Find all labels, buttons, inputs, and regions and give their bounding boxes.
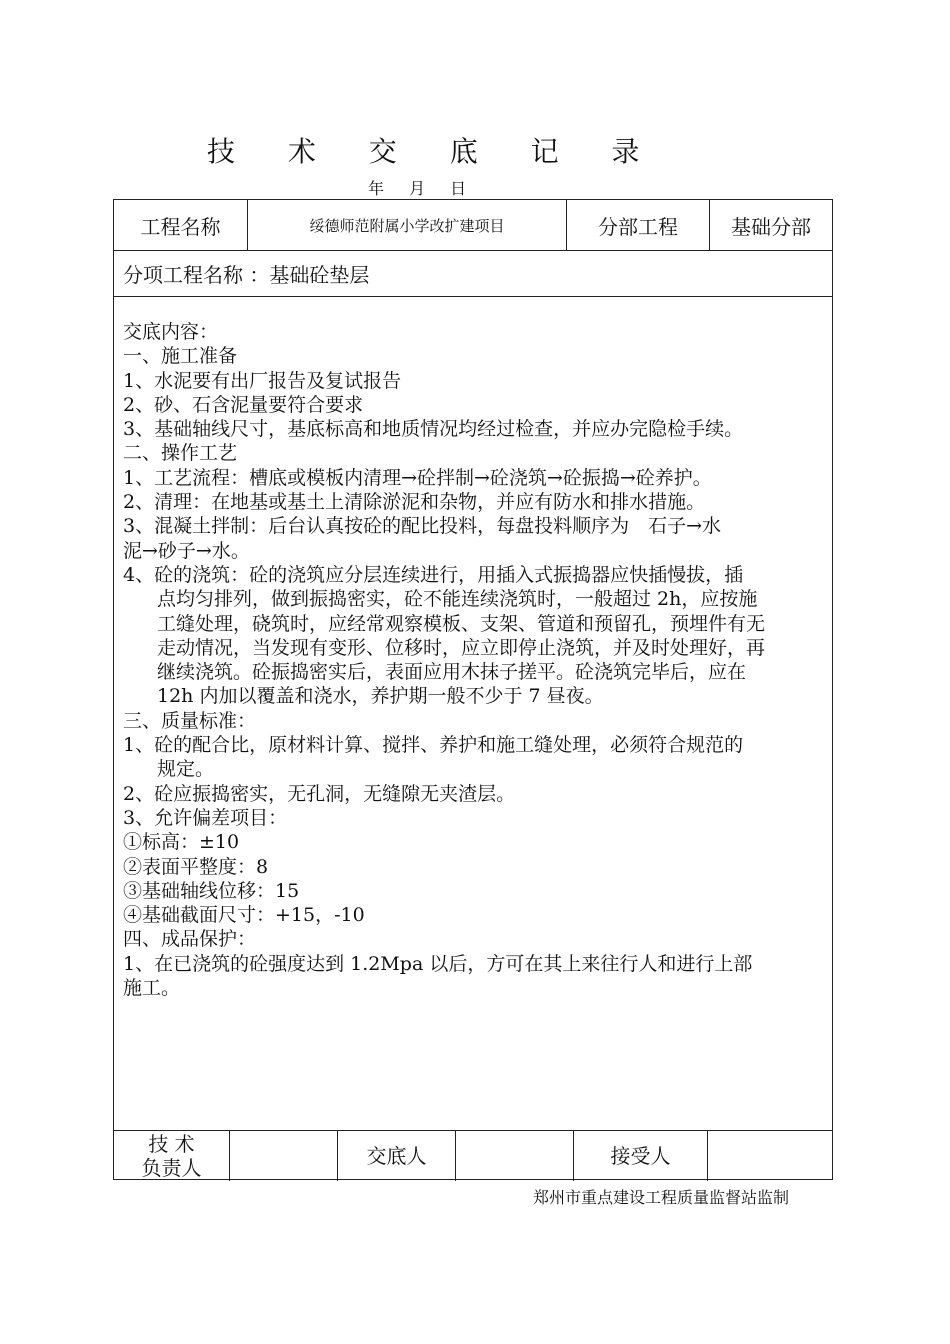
content-line: 继续浇筑。砼振捣密实后，表面应用木抹子搓平。砼浇筑完毕后，应在 [157,661,747,684]
footer-issuer: 郑州市重点建设工程质量监督站监制 [533,1188,790,1207]
receiver-label: 接受人 [574,1131,708,1181]
content-line: 交底内容： [123,321,219,343]
content-line: ④基础截面尺寸：+15，-10 [123,904,365,927]
content-line: 点均匀排列，做到振捣密实，砼不能连续浇筑时，一般超过 2h，应按施 [157,588,758,611]
content-line: 3、混凝土拌制：后台认真按砼的配比投料，每盘投料顺序为 石子→水 [123,515,722,538]
document-title: 技 术 交 底 记 录 [207,135,662,168]
division-value: 基础分部 [731,214,811,239]
content-line: 一、施工准备 [123,345,238,368]
receiver-signature-field[interactable] [708,1131,832,1181]
content-line: 4、砼的浇筑：砼的浇筑应分层连续进行，用插入式振捣器应快插慢拔，插 [123,563,744,586]
tech-lead-label [114,1131,230,1181]
content-line: 2、砂、石含泥量要符合要求 [123,393,364,416]
content-line: 规定。 [157,758,215,781]
content-line: 工缝处理，硗筑时，应经常观察模板、支架、管道和预留孔，预埋件有无 [157,612,766,635]
content-line: 三、质量标准： [123,709,257,732]
content-line: 1、工艺流程：槽底或模板内清理→砼拌制→砼浇筑→砼振捣→砼养护。 [123,466,712,489]
content-line: ③基础轴线位移：15 [123,879,300,902]
division-label: 分部工程 [567,200,710,250]
content-line: 2、砼应振捣密实，无孔洞，无缝隙无夹渣层。 [123,782,516,805]
tech-lead-label-line1: 技 术 [148,1132,195,1156]
content-line: 泥→砂子→水。 [123,539,250,562]
content-line: 1、水泥要有出厂报告及复试报告 [123,369,402,392]
subitem-label: 分项工程名称 ： [123,262,270,287]
date-line: 年 月 日 [368,179,477,198]
discloser-label: 交底人 [338,1131,456,1181]
tech-lead-label-line2: 负责人 [141,1156,202,1180]
record-table [113,199,833,1180]
content-line: 2、清理：在地基或基土上清除淤泥和杂物，并应有防水和排水措施。 [123,491,706,514]
signature-row [114,1130,832,1181]
content-line: ①标高：±10 [123,831,240,854]
content-line: 1、在已浇筑的砼强度达到 1.2Mpa 以后，方可在其上来往行人和进行上部 [123,952,753,975]
subitem-row [114,250,832,297]
content-line: 四、成品保护： [123,928,257,951]
project-name-label: 工程名称 [114,200,248,250]
discloser-signature-field[interactable] [456,1131,574,1181]
content-line: 施工。 [123,977,181,1000]
tech-lead-signature-field[interactable] [230,1131,338,1181]
content-line: 1、砼的配合比，原材料计算、搅拌、养护和施工缝处理，必须符合规范的 [123,734,744,757]
project-info-row [114,200,832,251]
content-line: 12h 内加以覆盖和浇水，养护期一般不少于 7 昼夜。 [157,685,604,708]
disclosure-content [123,320,828,1000]
content-line: 二、操作工艺 [123,442,238,465]
content-line: 走动情况，当发现有变形、位移时，应立即停止浇筑，并及时处理好，再 [157,636,766,659]
project-name-value: 绥德师范附属小学改扩建项目 [248,200,567,250]
content-line: ②表面平整度：8 [123,855,269,878]
subitem-value: 基础砼垫层 [269,262,370,287]
content-line: 3、允许偏差项目： [123,806,288,829]
content-line: 3、基础轴线尺寸，基底标高和地质情况均经过检查，并应办完隐检手续。 [123,418,744,441]
